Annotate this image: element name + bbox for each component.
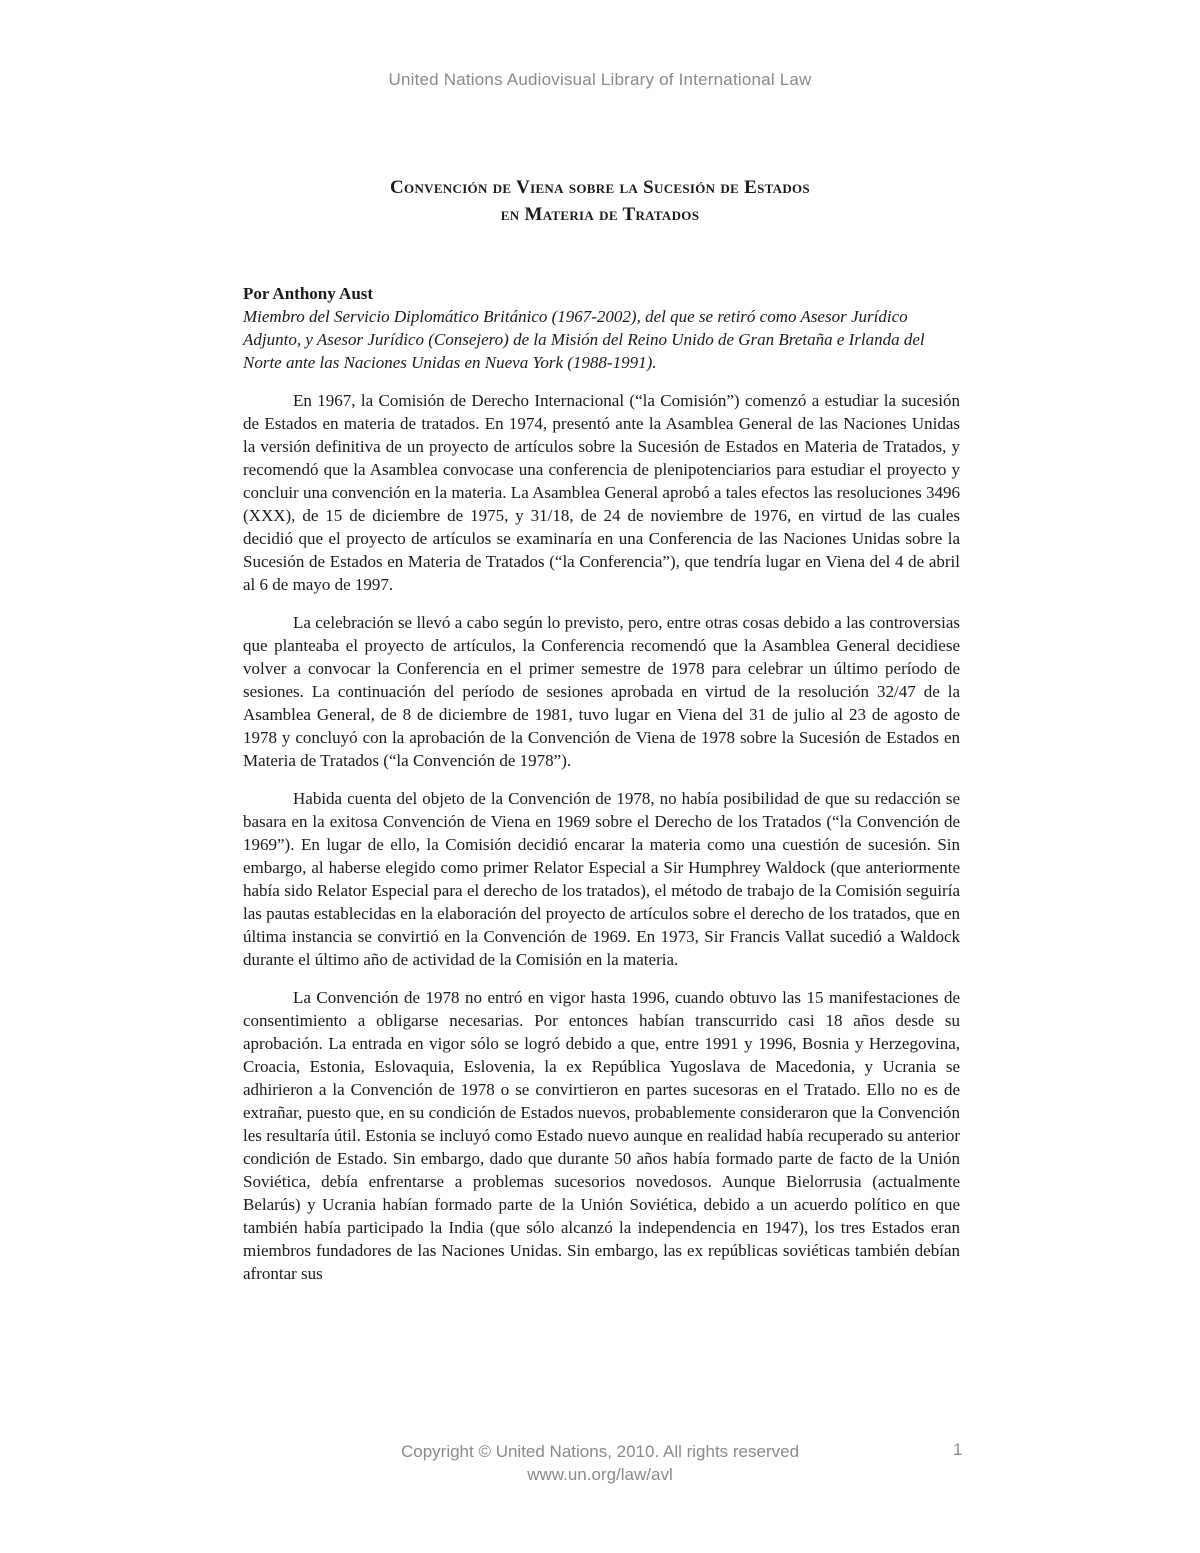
paragraph-1: En 1967, la Comisión de Derecho Internacional (“la Comisión”) comenzó a estudiar la sucesión de Estados en materia de tratados. En 1974, presentó ante la Asamblea General de las Naciones Unidas la versión definitiva de un proyecto de artículos sobre la Sucesión de Estados en Materia de Tratados, y recomendó que la Asamblea convocase una conferencia de plenipotenciarios para estudiar el proyecto y concluir una convención en la materia. La Asamblea General aprobó a tales efectos las resoluciones 3496 (XXX), de 15 de diciembre de 1975, y 31/18, de 24 de noviembre de 1976, en virtud de las cuales decidió que el proyecto de artículos se examinaría en una Conferencia de las Naciones Unidas sobre la Sucesión de Estados en Materia de Tratados (“la Conferencia”), que tendría lugar en Viena del 4 de abril al 6 de mayo de 1997. [243,391,960,594]
paragraph-2: La celebración se llevó a cabo según lo previsto, pero, entre otras cosas debido a las controversias que planteaba el proyecto de artículos, la Conferencia recomendó que la Asamblea General decidiese volver a convocar la Conferencia en el primer semestre de 1978 para celebrar un último período de sesiones. La continuación del período de sesiones aprobada en virtud de la resolución 32/47 de la Asamblea General, de 8 de diciembre de 1981, tuvo lugar en Viena del 31 de julio al 23 de agosto de 1978 y concluyó con la aprobación de la Convención de Viena de 1978 sobre la Sucesión de Estados en Materia de Tratados (“la Convención de 1978”). [243,613,960,770]
footer-url[interactable]: www.un.org/law/avl [527,1465,673,1484]
title-line-2: en Materia de Tratados [500,204,700,225]
footer-copyright: Copyright © United Nations, 2010. All rights reserved [400,1442,800,1461]
author-name: Por Anthony Aust [243,284,374,303]
paragraph-4: La Convención de 1978 no entró en vigor hasta 1996, cuando obtuvo las 15 manifestaciones de consentimiento a obligarse necesarias. Por entonces habían transcurrido casi 18 años desde su aprobación. La entrada en vigor sólo se logró debido a que, entre 1991 y 1996, Bosnia y Herzegovina, Croacia, Estonia, Eslovaquia, Eslovenia, la ex República Yugoslava de Macedonia, y Ucrania se adhirieron a la Convención de 1978 o se convirtieron en partes sucesoras en el Tratado. Ello no es de extrañar, puesto que, en su condición de Estados nuevos, probablemente consideraron que la Convención les resultaría útil. Estonia se incluyó como Estado nuevo aunque en realidad había recuperado su anterior condición de Estado. Sin embargo, dado que durante 50 años había formado parte de facto de la Unión Soviética, debía enfrentarse a problemas sucesorios novedosos. Aunque Bielorrusia (actualmente Belarús) y Ucrania habían formado parte de la Unión Soviética, debido a un acuerdo político en que también había participado la India (que sólo alcanzó la independencia en 1947), los tres Estados eran miembros fundadores de las Naciones Unidas. Sin embargo, las ex repúblicas soviéticas también debían afrontar sus [243,988,960,1283]
page-number: 1 [953,1440,963,1459]
document-body [243,282,960,1300]
author-bio: Miembro del Servicio Diplomático Británico (1967-2002), del que se retiró como Asesor Jurídico Adjunto, y Asesor Jurídico (Consejero) de la Misión del Reino Unido de Gran Bretaña e Irlanda del Norte ante las Naciones Unidas en Nueva York (1988-1991). [243,307,925,372]
paragraph-3: Habida cuenta del objeto de la Convención de 1978, no había posibilidad de que su redacción se basara en la exitosa Convención de Viena en 1969 sobre el Derecho de los Tratados (“la Convención de 1969”). En lugar de ello, la Comisión decidió encarar la materia como una cuestión de sucesión. Sin embargo, al haberse elegido como primer Relator Especial a Sir Humphrey Waldock (que anteriormente había sido Relator Especial para el derecho de los tratados), el método de trabajo de la Comisión seguiría las pautas establecidas en la elaboración del proyecto de artículos sobre el derecho de los tratados, que en última instancia se convirtió en la Convención de 1969. En 1973, Sir Francis Vallat sucedió a Waldock durante el último año de actividad de la Comisión en la materia. [243,789,960,969]
document-title [0,174,1200,228]
page-header: United Nations Audiovisual Library of International Law [388,70,812,89]
title-line-1: Convención de Viena sobre la Sucesión de Estados [390,177,810,198]
page-footer [0,1440,1200,1486]
